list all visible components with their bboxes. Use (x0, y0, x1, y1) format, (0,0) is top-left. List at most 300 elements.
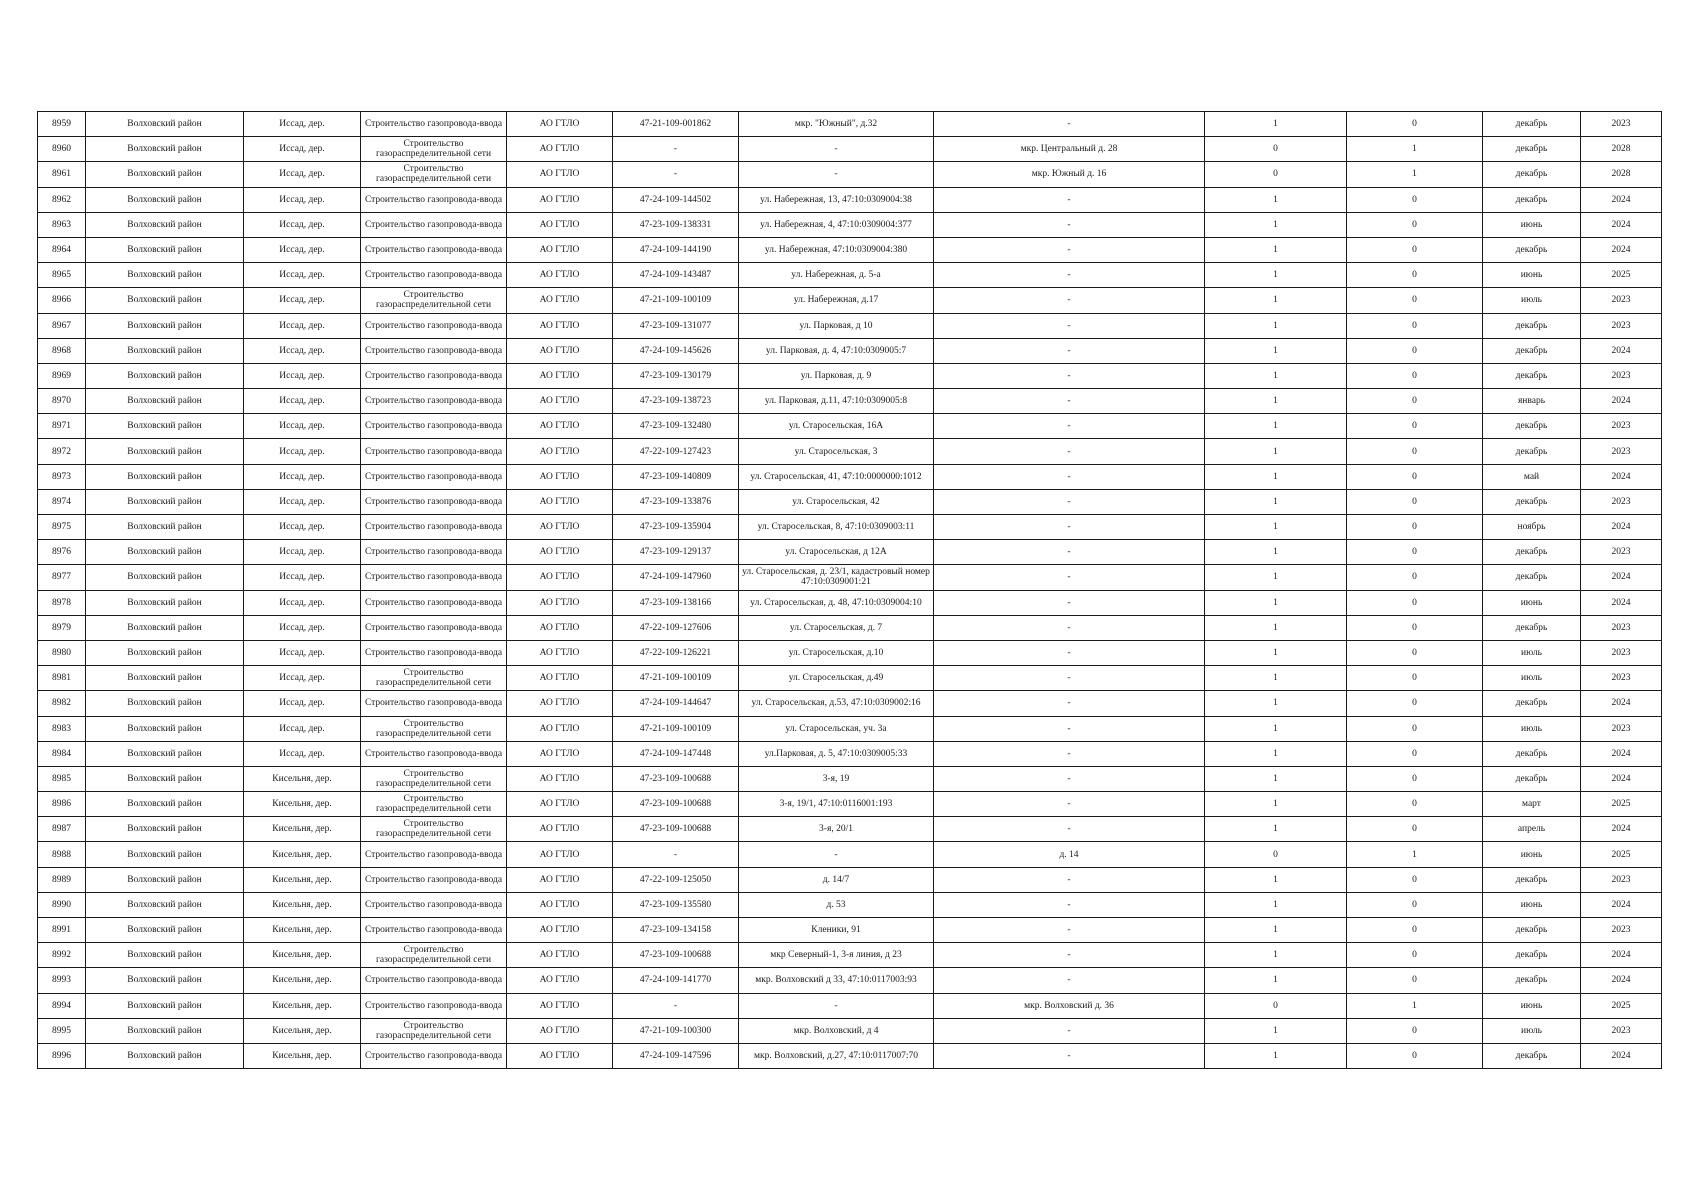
work-type-cell: Строительство газопровода-ввода (361, 414, 507, 439)
count-a-cell: 1 (1205, 389, 1347, 414)
district-cell: Волховский район (86, 993, 244, 1018)
table-row (38, 237, 1662, 262)
year-cell: 2023 (1581, 414, 1662, 439)
row-number-cell: 8981 (38, 666, 86, 691)
address-cell: ул. Старосельская, уч. 3а (739, 716, 934, 741)
month-cell: апрель (1483, 817, 1581, 842)
count-a-cell: 1 (1205, 741, 1347, 766)
row-number-cell: 8982 (38, 691, 86, 716)
count-a-cell: 1 (1205, 892, 1347, 917)
district-cell: Волховский район (86, 792, 244, 817)
count-b-cell: 0 (1347, 237, 1483, 262)
count-b-cell: 0 (1347, 943, 1483, 968)
work-type-cell: Строительство газопровода-ввода (361, 389, 507, 414)
count-b-cell: 0 (1347, 414, 1483, 439)
count-b-cell: 0 (1347, 766, 1483, 791)
year-cell: 2024 (1581, 817, 1662, 842)
address-cell: ул. Набережная, 13, 47:10:0309004:38 (739, 187, 934, 212)
planned-address-cell: - (934, 792, 1205, 817)
district-cell: Волховский район (86, 867, 244, 892)
year-cell: 2024 (1581, 237, 1662, 262)
month-cell: декабрь (1483, 162, 1581, 187)
table-row (38, 162, 1662, 187)
count-b-cell: 0 (1347, 1043, 1483, 1068)
count-b-cell: 0 (1347, 1018, 1483, 1043)
contract-number-cell: 47-24-109-143487 (613, 263, 739, 288)
settlement-cell: Иссад, дер. (244, 489, 361, 514)
work-type-cell: Строительство газораспределительной сети (361, 137, 507, 162)
table-row (38, 288, 1662, 313)
district-cell: Волховский район (86, 918, 244, 943)
district-cell: Волховский район (86, 515, 244, 540)
district-cell: Волховский район (86, 590, 244, 615)
contract-number-cell: 47-23-109-138166 (613, 590, 739, 615)
settlement-cell: Иссад, дер. (244, 137, 361, 162)
work-type-cell: Строительство газопровода-ввода (361, 263, 507, 288)
table-row (38, 615, 1662, 640)
district-cell: Волховский район (86, 439, 244, 464)
organization-cell: АО ГТЛО (507, 716, 613, 741)
settlement-cell: Иссад, дер. (244, 464, 361, 489)
work-type-cell: Строительство газопровода-ввода (361, 842, 507, 867)
settlement-cell: Иссад, дер. (244, 288, 361, 313)
month-cell: декабрь (1483, 741, 1581, 766)
count-a-cell: 1 (1205, 867, 1347, 892)
address-cell: - (739, 162, 934, 187)
month-cell: июль (1483, 288, 1581, 313)
organization-cell: АО ГТЛО (507, 137, 613, 162)
count-b-cell: 0 (1347, 741, 1483, 766)
work-type-cell: Строительство газораспределительной сети (361, 716, 507, 741)
month-cell: декабрь (1483, 112, 1581, 137)
planned-address-cell: д. 14 (934, 842, 1205, 867)
organization-cell: АО ГТЛО (507, 615, 613, 640)
row-number-cell: 8986 (38, 792, 86, 817)
contract-number-cell: 47-23-109-129137 (613, 540, 739, 565)
district-cell: Волховский район (86, 640, 244, 665)
settlement-cell: Иссад, дер. (244, 237, 361, 262)
table-row (38, 1043, 1662, 1068)
planned-address-cell: - (934, 313, 1205, 338)
count-a-cell: 1 (1205, 766, 1347, 791)
year-cell: 2025 (1581, 263, 1662, 288)
count-a-cell: 1 (1205, 640, 1347, 665)
district-cell: Волховский район (86, 162, 244, 187)
row-number-cell: 8983 (38, 716, 86, 741)
organization-cell: АО ГТЛО (507, 766, 613, 791)
organization-cell: АО ГТЛО (507, 943, 613, 968)
address-cell: ул. Старосельская, 16А (739, 414, 934, 439)
district-cell: Волховский район (86, 540, 244, 565)
district-cell: Волховский район (86, 741, 244, 766)
count-b-cell: 0 (1347, 565, 1483, 590)
work-type-cell: Строительство газораспределительной сети (361, 162, 507, 187)
table-row (38, 112, 1662, 137)
work-type-cell: Строительство газопровода-ввода (361, 741, 507, 766)
year-cell: 2023 (1581, 1018, 1662, 1043)
count-b-cell: 0 (1347, 792, 1483, 817)
contract-number-cell: 47-23-109-135580 (613, 892, 739, 917)
organization-cell: АО ГТЛО (507, 892, 613, 917)
table-row (38, 741, 1662, 766)
organization-cell: АО ГТЛО (507, 237, 613, 262)
contract-number-cell: 47-24-109-147960 (613, 565, 739, 590)
planned-address-cell: - (934, 817, 1205, 842)
district-cell: Волховский район (86, 565, 244, 590)
work-type-cell: Строительство газопровода-ввода (361, 993, 507, 1018)
year-cell: 2024 (1581, 741, 1662, 766)
work-type-cell: Строительство газопровода-ввода (361, 867, 507, 892)
district-cell: Волховский район (86, 489, 244, 514)
year-cell: 2024 (1581, 766, 1662, 791)
row-number-cell: 8996 (38, 1043, 86, 1068)
district-cell: Волховский район (86, 1018, 244, 1043)
settlement-cell: Кисельня, дер. (244, 766, 361, 791)
row-number-cell: 8960 (38, 137, 86, 162)
settlement-cell: Иссад, дер. (244, 590, 361, 615)
count-a-cell: 0 (1205, 842, 1347, 867)
address-cell: ул. Набережная, д.17 (739, 288, 934, 313)
table-row (38, 842, 1662, 867)
address-cell: 3-я, 20/1 (739, 817, 934, 842)
address-cell: ул. Старосельская, д.49 (739, 666, 934, 691)
contract-number-cell: 47-21-109-100300 (613, 1018, 739, 1043)
month-cell: декабрь (1483, 414, 1581, 439)
month-cell: декабрь (1483, 489, 1581, 514)
address-cell: ул. Старосельская, д. 48, 47:10:0309004:10 (739, 590, 934, 615)
count-a-cell: 1 (1205, 363, 1347, 388)
work-type-cell: Строительство газопровода-ввода (361, 363, 507, 388)
address-cell: ул. Парковая, д 10 (739, 313, 934, 338)
planned-address-cell: - (934, 943, 1205, 968)
address-cell: ул. Старосельская, 41, 47:10:0000000:1012 (739, 464, 934, 489)
settlement-cell: Иссад, дер. (244, 414, 361, 439)
row-number-cell: 8970 (38, 389, 86, 414)
count-a-cell: 1 (1205, 817, 1347, 842)
table-row (38, 489, 1662, 514)
address-cell: ул. Набережная, 47:10:0309004:380 (739, 237, 934, 262)
row-number-cell: 8987 (38, 817, 86, 842)
month-cell: июнь (1483, 993, 1581, 1018)
count-a-cell: 1 (1205, 943, 1347, 968)
district-cell: Волховский район (86, 414, 244, 439)
count-b-cell: 0 (1347, 590, 1483, 615)
work-type-cell: Строительство газопровода-ввода (361, 464, 507, 489)
table-row (38, 968, 1662, 993)
address-cell: 3-я, 19 (739, 766, 934, 791)
contract-number-cell: 47-24-109-147596 (613, 1043, 739, 1068)
address-cell: ул. Старосельская, д.53, 47:10:0309002:16 (739, 691, 934, 716)
work-type-cell: Строительство газораспределительной сети (361, 1018, 507, 1043)
count-b-cell: 0 (1347, 867, 1483, 892)
contract-number-cell: 47-24-109-147448 (613, 741, 739, 766)
month-cell: июнь (1483, 842, 1581, 867)
month-cell: июнь (1483, 212, 1581, 237)
contract-number-cell: 47-22-109-125050 (613, 867, 739, 892)
count-b-cell: 0 (1347, 288, 1483, 313)
table-row (38, 313, 1662, 338)
organization-cell: АО ГТЛО (507, 414, 613, 439)
settlement-cell: Иссад, дер. (244, 212, 361, 237)
address-cell: д. 14/7 (739, 867, 934, 892)
settlement-cell: Кисельня, дер. (244, 968, 361, 993)
count-b-cell: 1 (1347, 137, 1483, 162)
month-cell: июль (1483, 640, 1581, 665)
table-row (38, 515, 1662, 540)
address-cell: ул. Набережная, д. 5-а (739, 263, 934, 288)
row-number-cell: 8969 (38, 363, 86, 388)
year-cell: 2024 (1581, 691, 1662, 716)
count-b-cell: 0 (1347, 263, 1483, 288)
row-number-cell: 8980 (38, 640, 86, 665)
table-row (38, 716, 1662, 741)
month-cell: декабрь (1483, 338, 1581, 363)
year-cell: 2023 (1581, 112, 1662, 137)
settlement-cell: Кисельня, дер. (244, 817, 361, 842)
table-row (38, 892, 1662, 917)
year-cell: 2023 (1581, 363, 1662, 388)
planned-address-cell: мкр. Южный д. 16 (934, 162, 1205, 187)
count-b-cell: 0 (1347, 615, 1483, 640)
count-b-cell: 0 (1347, 212, 1483, 237)
table-row (38, 363, 1662, 388)
contract-number-cell: - (613, 993, 739, 1018)
contract-number-cell: - (613, 162, 739, 187)
work-type-cell: Строительство газораспределительной сети (361, 766, 507, 791)
table-row (38, 187, 1662, 212)
count-a-cell: 1 (1205, 313, 1347, 338)
organization-cell: АО ГТЛО (507, 363, 613, 388)
organization-cell: АО ГТЛО (507, 338, 613, 363)
address-cell: ул. Старосельская, д. 7 (739, 615, 934, 640)
organization-cell: АО ГТЛО (507, 162, 613, 187)
count-a-cell: 1 (1205, 489, 1347, 514)
organization-cell: АО ГТЛО (507, 993, 613, 1018)
settlement-cell: Иссад, дер. (244, 640, 361, 665)
planned-address-cell: - (934, 237, 1205, 262)
month-cell: июль (1483, 716, 1581, 741)
count-b-cell: 0 (1347, 918, 1483, 943)
count-a-cell: 1 (1205, 666, 1347, 691)
district-cell: Волховский район (86, 187, 244, 212)
planned-address-cell: - (934, 590, 1205, 615)
contract-number-cell: 47-24-109-141770 (613, 968, 739, 993)
address-cell: мкр. Волховский, д 4 (739, 1018, 934, 1043)
row-number-cell: 8963 (38, 212, 86, 237)
year-cell: 2023 (1581, 640, 1662, 665)
year-cell: 2023 (1581, 313, 1662, 338)
address-cell: ул. Старосельская, д.10 (739, 640, 934, 665)
contract-number-cell: 47-23-109-135904 (613, 515, 739, 540)
planned-address-cell: - (934, 615, 1205, 640)
work-type-cell: Строительство газопровода-ввода (361, 237, 507, 262)
planned-address-cell: - (934, 565, 1205, 590)
table-row (38, 766, 1662, 791)
count-a-cell: 1 (1205, 968, 1347, 993)
district-cell: Волховский район (86, 137, 244, 162)
organization-cell: АО ГТЛО (507, 867, 613, 892)
organization-cell: АО ГТЛО (507, 1043, 613, 1068)
district-cell: Волховский район (86, 212, 244, 237)
organization-cell: АО ГТЛО (507, 968, 613, 993)
year-cell: 2024 (1581, 515, 1662, 540)
row-number-cell: 8977 (38, 565, 86, 590)
month-cell: декабрь (1483, 1043, 1581, 1068)
year-cell: 2024 (1581, 338, 1662, 363)
count-a-cell: 1 (1205, 263, 1347, 288)
organization-cell: АО ГТЛО (507, 640, 613, 665)
count-b-cell: 0 (1347, 464, 1483, 489)
work-type-cell: Строительство газопровода-ввода (361, 565, 507, 590)
district-cell: Волховский район (86, 464, 244, 489)
address-cell: Кленики, 91 (739, 918, 934, 943)
planned-address-cell: - (934, 288, 1205, 313)
count-b-cell: 1 (1347, 993, 1483, 1018)
organization-cell: АО ГТЛО (507, 741, 613, 766)
table-row (38, 263, 1662, 288)
row-number-cell: 8985 (38, 766, 86, 791)
year-cell: 2024 (1581, 943, 1662, 968)
planned-address-cell: - (934, 489, 1205, 514)
row-number-cell: 8992 (38, 943, 86, 968)
contract-number-cell: 47-23-109-130179 (613, 363, 739, 388)
contract-number-cell: 47-23-109-100688 (613, 943, 739, 968)
count-b-cell: 0 (1347, 389, 1483, 414)
address-cell: ул. Старосельская, 42 (739, 489, 934, 514)
month-cell: май (1483, 464, 1581, 489)
district-cell: Волховский район (86, 766, 244, 791)
organization-cell: АО ГТЛО (507, 540, 613, 565)
planned-address-cell: - (934, 389, 1205, 414)
month-cell: декабрь (1483, 867, 1581, 892)
address-cell: - (739, 842, 934, 867)
table-row (38, 540, 1662, 565)
table-row (38, 1018, 1662, 1043)
work-type-cell: Строительство газораспределительной сети (361, 943, 507, 968)
contract-number-cell: 47-22-109-126221 (613, 640, 739, 665)
contract-number-cell: 47-24-109-145626 (613, 338, 739, 363)
row-number-cell: 8976 (38, 540, 86, 565)
contract-number-cell: - (613, 137, 739, 162)
work-type-cell: Строительство газопровода-ввода (361, 515, 507, 540)
organization-cell: АО ГТЛО (507, 691, 613, 716)
planned-address-cell: мкр. Волховский д. 36 (934, 993, 1205, 1018)
work-type-cell: Строительство газопровода-ввода (361, 691, 507, 716)
settlement-cell: Иссад, дер. (244, 515, 361, 540)
settlement-cell: Кисельня, дер. (244, 867, 361, 892)
planned-address-cell: - (934, 666, 1205, 691)
row-number-cell: 8990 (38, 892, 86, 917)
work-type-cell: Строительство газораспределительной сети (361, 288, 507, 313)
contract-number-cell: 47-21-109-100109 (613, 666, 739, 691)
row-number-cell: 8994 (38, 993, 86, 1018)
year-cell: 2023 (1581, 439, 1662, 464)
address-cell: д. 53 (739, 892, 934, 917)
planned-address-cell: - (934, 464, 1205, 489)
contract-number-cell: 47-24-109-144190 (613, 237, 739, 262)
address-cell: ул. Старосельская, д. 23/1, кадастровый номер 47:10:0309001:21 (739, 565, 934, 590)
organization-cell: АО ГТЛО (507, 263, 613, 288)
count-a-cell: 1 (1205, 237, 1347, 262)
month-cell: июнь (1483, 263, 1581, 288)
month-cell: декабрь (1483, 565, 1581, 590)
year-cell: 2024 (1581, 892, 1662, 917)
planned-address-cell: - (934, 338, 1205, 363)
district-cell: Волховский район (86, 968, 244, 993)
work-type-cell: Строительство газораспределительной сети (361, 817, 507, 842)
district-cell: Волховский район (86, 817, 244, 842)
district-cell: Волховский район (86, 1043, 244, 1068)
planned-address-cell: - (934, 112, 1205, 137)
district-cell: Волховский район (86, 389, 244, 414)
count-b-cell: 0 (1347, 363, 1483, 388)
address-cell: 3-я, 19/1, 47:10:0116001:193 (739, 792, 934, 817)
contract-number-cell: 47-23-109-132480 (613, 414, 739, 439)
month-cell: март (1483, 792, 1581, 817)
district-cell: Волховский район (86, 943, 244, 968)
month-cell: декабрь (1483, 540, 1581, 565)
settlement-cell: Иссад, дер. (244, 313, 361, 338)
address-cell: ул. Парковая, д. 4, 47:10:0309005:7 (739, 338, 934, 363)
district-cell: Волховский район (86, 892, 244, 917)
row-number-cell: 8989 (38, 867, 86, 892)
settlement-cell: Иссад, дер. (244, 112, 361, 137)
contract-number-cell: 47-21-109-001862 (613, 112, 739, 137)
address-cell: мкр. Волховский д 33, 47:10:0117003:93 (739, 968, 934, 993)
table-row (38, 867, 1662, 892)
organization-cell: АО ГТЛО (507, 565, 613, 590)
count-a-cell: 1 (1205, 338, 1347, 363)
organization-cell: АО ГТЛО (507, 313, 613, 338)
organization-cell: АО ГТЛО (507, 792, 613, 817)
organization-cell: АО ГТЛО (507, 112, 613, 137)
year-cell: 2023 (1581, 716, 1662, 741)
count-a-cell: 1 (1205, 716, 1347, 741)
year-cell: 2024 (1581, 389, 1662, 414)
organization-cell: АО ГТЛО (507, 817, 613, 842)
address-cell: мкр Северный-1, 3-я линия, д 23 (739, 943, 934, 968)
work-type-cell: Строительство газопровода-ввода (361, 918, 507, 943)
row-number-cell: 8967 (38, 313, 86, 338)
district-cell: Волховский район (86, 615, 244, 640)
work-type-cell: Строительство газопровода-ввода (361, 590, 507, 615)
count-b-cell: 1 (1347, 162, 1483, 187)
month-cell: декабрь (1483, 766, 1581, 791)
table-row (38, 943, 1662, 968)
count-b-cell: 0 (1347, 187, 1483, 212)
contract-number-cell: 47-23-109-140809 (613, 464, 739, 489)
month-cell: июнь (1483, 590, 1581, 615)
address-cell: - (739, 993, 934, 1018)
work-type-cell: Строительство газораспределительной сети (361, 792, 507, 817)
table-row (38, 565, 1662, 590)
contract-number-cell: 47-23-109-100688 (613, 792, 739, 817)
settlement-cell: Кисельня, дер. (244, 993, 361, 1018)
contract-number-cell: 47-22-109-127423 (613, 439, 739, 464)
work-type-cell: Строительство газопровода-ввода (361, 439, 507, 464)
table-row (38, 389, 1662, 414)
table-row (38, 212, 1662, 237)
month-cell: декабрь (1483, 363, 1581, 388)
contract-number-cell: 47-23-109-138331 (613, 212, 739, 237)
planned-address-cell: - (934, 212, 1205, 237)
settlement-cell: Иссад, дер. (244, 540, 361, 565)
organization-cell: АО ГТЛО (507, 288, 613, 313)
organization-cell: АО ГТЛО (507, 187, 613, 212)
work-type-cell: Строительство газопровода-ввода (361, 489, 507, 514)
settlement-cell: Кисельня, дер. (244, 792, 361, 817)
settlement-cell: Иссад, дер. (244, 338, 361, 363)
